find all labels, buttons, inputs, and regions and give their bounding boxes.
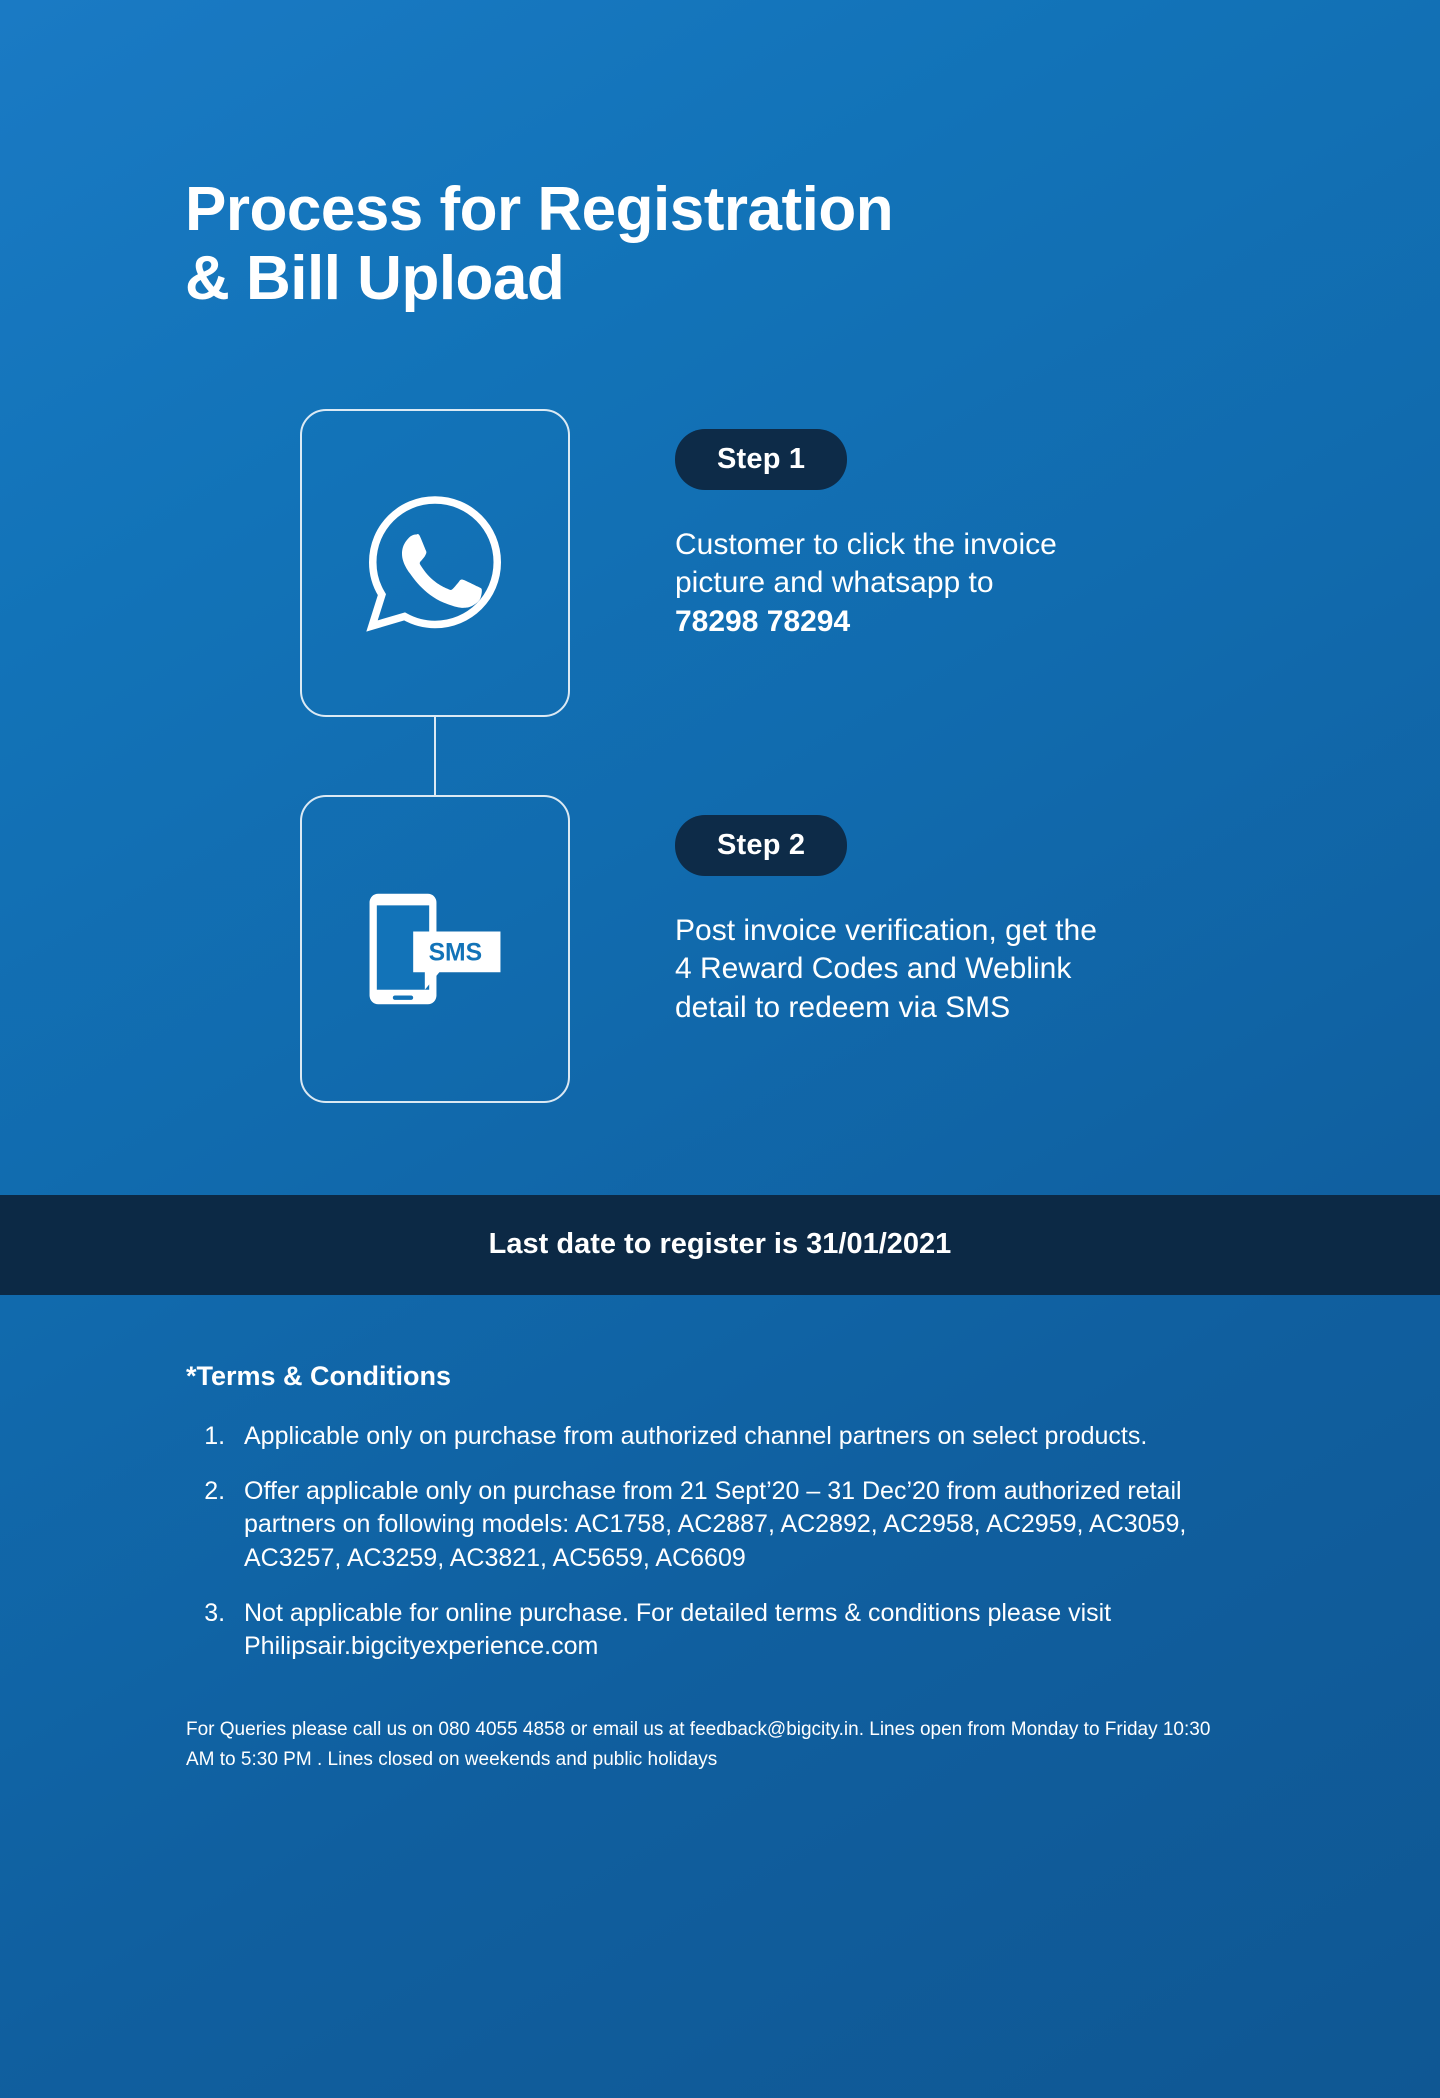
step-1-badge: Step 1 xyxy=(675,429,847,490)
step-2-badge: Step 2 xyxy=(675,815,847,876)
step-2-icon-box xyxy=(300,795,570,1103)
step-2-description xyxy=(675,912,1097,1027)
terms-heading: *Terms & Conditions xyxy=(186,1360,452,1391)
step-row-2 xyxy=(300,795,1440,1103)
terms-section xyxy=(0,1295,1440,1774)
page-title-line1: Process for Registration xyxy=(185,175,894,244)
step-1-description xyxy=(675,526,1057,641)
page-title-line2: & Bill Upload xyxy=(185,244,565,314)
step-2-desc-line3: detail to redeem via SMS xyxy=(675,990,1011,1024)
step-1-desc-line1: Customer to click the invoice xyxy=(675,527,1057,561)
step-2-desc-line1: Post invoice verification, get the xyxy=(675,913,1097,947)
terms-list xyxy=(232,1420,1260,1664)
terms-item: 3. Not applicable for online purchase. For detailed terms & conditions please visit Philipsair.bigcityexperience.com xyxy=(232,1597,1260,1664)
whatsapp-icon xyxy=(360,488,510,638)
step-1-desc-line2: picture and whatsapp to xyxy=(675,566,994,600)
terms-item: 2. Offer applicable only on purchase from 21 Sept’20 – 31 Dec’20 from authorized retail partners on following models: AC1758, AC2887, AC2892, AC2958, AC2959, AC3059, AC3257, AC3259, AC3821, AC5659, AC6609 xyxy=(232,1475,1260,1575)
hero-section xyxy=(0,0,1440,314)
step-2-text xyxy=(675,795,1097,1027)
terms-item: 1. Applicable only on purchase from authorized channel partners on select products. xyxy=(232,1420,1260,1453)
step-1-phone-number: 78298 78294 xyxy=(675,604,851,638)
sms-icon-label: SMS xyxy=(428,939,483,967)
page-title xyxy=(185,175,1185,314)
step-connector-line xyxy=(434,717,436,795)
step-1-text xyxy=(675,409,1057,641)
sms-phone-icon xyxy=(355,874,515,1024)
step-row-1 xyxy=(300,409,1440,717)
last-date-text: Last date to register is 31/01/2021 xyxy=(488,1228,952,1261)
last-date-bar xyxy=(0,1195,1440,1295)
queries-text: For Queries please call us on 080 4055 4858 or email us at feedback@bigcity.in. Lines open from Monday to Friday 10:30 AM to 5:30 PM . Lines closed on weekends and public holidays xyxy=(186,1719,1211,1770)
step-1-icon-box xyxy=(300,409,570,717)
steps-section xyxy=(0,409,1440,1103)
step-2-desc-line2: 4 Reward Codes and Weblink xyxy=(675,952,1072,986)
